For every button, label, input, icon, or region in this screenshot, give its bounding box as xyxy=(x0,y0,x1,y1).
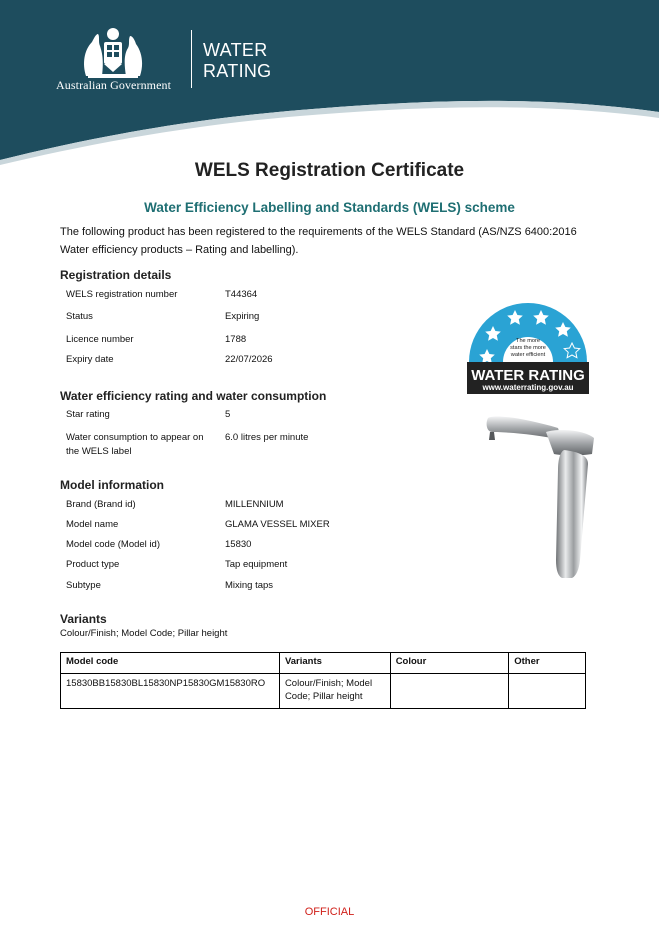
page-title: WELS Registration Certificate xyxy=(194,160,465,181)
table-header-row xyxy=(61,653,586,674)
scheme-subtitle: Water Efficiency Labelling and Standards (WELS) scheme xyxy=(144,200,515,215)
field-label: Subtype xyxy=(66,580,101,591)
field-label: Expiry date xyxy=(66,354,114,365)
table-cell xyxy=(509,674,586,709)
program-name xyxy=(203,40,271,82)
classification-marking: OFFICIAL xyxy=(304,906,355,918)
field-value: 5 xyxy=(225,409,231,420)
field-value: MILLENNIUM xyxy=(225,499,284,510)
table-row xyxy=(61,674,586,709)
government-name: Australian Government xyxy=(56,78,172,92)
field-label: Product type xyxy=(66,559,120,570)
logo-title: WATER RATING xyxy=(471,367,585,384)
field-value: Expiring xyxy=(225,311,260,322)
column-header: Colour xyxy=(390,653,509,674)
intro-paragraph: The following product has been registered to the requirements of the WELS Standard (AS/NZS 6400:2016 Water efficiency products – Rating and labelling). xyxy=(60,226,577,256)
field-label: Model code (Model id) xyxy=(66,539,160,550)
table-cell: 15830BB15830BL15830NP15830GM15830RO xyxy=(61,674,280,709)
model-heading: Model information xyxy=(60,478,164,492)
variants-description: Colour/Finish; Model Code; Pillar height xyxy=(60,628,228,639)
field-value: GLAMA VESSEL MIXER xyxy=(225,519,330,530)
field-label: Brand (Brand id) xyxy=(66,499,136,510)
field-label: Star rating xyxy=(66,409,110,420)
field-value: 1788 xyxy=(225,334,247,345)
field-value: Mixing taps xyxy=(225,580,274,591)
field-label: WELS registration number xyxy=(66,289,178,300)
variants-heading: Variants xyxy=(60,612,107,626)
logo-url: www.waterrating.gov.au xyxy=(482,383,574,392)
variants-table xyxy=(60,652,586,709)
tagline-line-3: water efficient xyxy=(510,352,546,358)
header-divider xyxy=(191,30,192,88)
table-cell: Colour/Finish; Model Code; Pillar height xyxy=(279,674,390,709)
registration-heading: Registration details xyxy=(60,268,172,282)
column-header: Model code xyxy=(61,653,280,674)
column-header: Other xyxy=(509,653,586,674)
table-cell xyxy=(390,674,509,709)
field-value: 15830 xyxy=(225,539,252,550)
program-line-1: WATER xyxy=(203,40,268,60)
field-value: T44364 xyxy=(225,289,258,300)
coat-of-arms-logo xyxy=(78,24,148,80)
tagline-line-2: stars the more xyxy=(510,345,546,351)
tagline-line-1: The more xyxy=(516,338,540,344)
program-line-2: RATING xyxy=(203,61,272,81)
rating-heading: Water efficiency rating and water consumption xyxy=(60,389,327,403)
field-value: Tap equipment xyxy=(225,559,288,570)
field-label: Model name xyxy=(66,519,119,530)
field-value: 22/07/2026 xyxy=(225,354,273,365)
field-label: Licence number xyxy=(66,334,134,345)
field-label: Water consumption to appear on the WELS label xyxy=(66,432,204,457)
tap-product-image xyxy=(484,410,600,580)
water-rating-label-logo xyxy=(467,296,589,394)
field-value: 6.0 litres per minute xyxy=(225,432,309,443)
column-header: Variants xyxy=(279,653,390,674)
field-label: Status xyxy=(66,311,93,322)
